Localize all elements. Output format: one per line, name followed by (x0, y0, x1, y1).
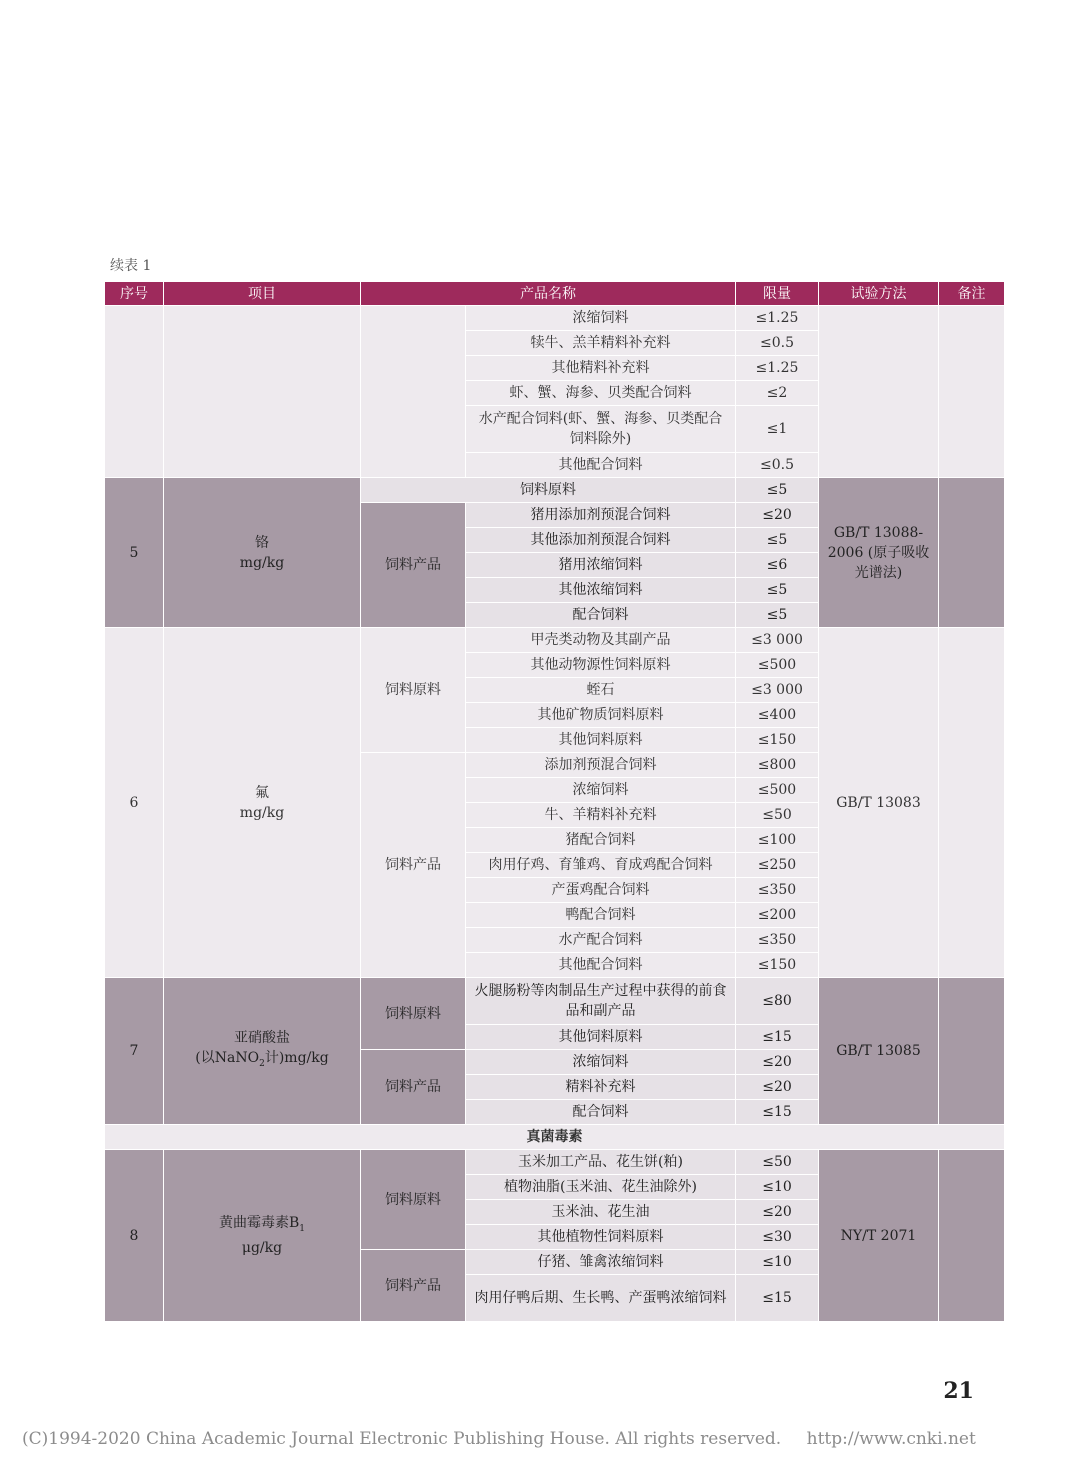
header-product: 产品名称 (361, 282, 736, 306)
limit-cell: ≤500 (736, 653, 819, 678)
category-cell: 饲料产品 (361, 1050, 466, 1125)
limit-cell: ≤5 (736, 578, 819, 603)
limit-cell: ≤15 (736, 1100, 819, 1125)
group7-item (164, 978, 361, 1125)
copyright-text: (C)1994-2020 China Academic Journal Electronic Publishing House. All rights reserved. (22, 1429, 782, 1449)
limit-cell: ≤5 (736, 603, 819, 628)
limit-cell: ≤800 (736, 753, 819, 778)
product-cell: 浓缩饲料 (466, 306, 736, 331)
limit-cell: ≤100 (736, 828, 819, 853)
product-cell: 猪用添加剂预混合饲料 (466, 503, 736, 528)
limit-cell: ≤80 (736, 978, 819, 1025)
footer-url: http://www.cnki.net (806, 1429, 976, 1449)
section-row (105, 1125, 1005, 1150)
group4-remark (939, 306, 1005, 478)
product-cell: 甲壳类动物及其副产品 (466, 628, 736, 653)
product-cell: 猪用浓缩饲料 (466, 553, 736, 578)
table-row (105, 478, 1005, 503)
product-cell: 浓缩饲料 (466, 1050, 736, 1075)
product-cell: 其他饲料原料 (466, 728, 736, 753)
page-number: 21 (943, 1378, 974, 1404)
group7-no: 7 (105, 978, 164, 1125)
group6-remark (939, 628, 1005, 978)
limit-cell: ≤20 (736, 1050, 819, 1075)
item-name: 亚硝酸盐 (234, 1030, 290, 1047)
group4-no (105, 306, 164, 478)
product-cell: 猪配合饲料 (466, 828, 736, 853)
product-cell: 肉用仔鸡、育雏鸡、育成鸡配合饲料 (466, 853, 736, 878)
group5-no: 5 (105, 478, 164, 628)
limit-cell: ≤0.5 (736, 453, 819, 478)
product-cell: 其他精料补充料 (466, 356, 736, 381)
product-cell: 玉米加工产品、花生饼(粕) (466, 1150, 736, 1175)
footer (22, 1429, 976, 1449)
product-cell: 饲料原料 (361, 478, 736, 503)
limit-cell: ≤5 (736, 528, 819, 553)
limit-cell: ≤2 (736, 381, 819, 406)
group5-item (164, 478, 361, 628)
product-cell: 其他植物性饲料原料 (466, 1225, 736, 1250)
product-cell: 水产配合饲料(虾、蟹、海参、贝类配合饲料除外) (466, 406, 736, 453)
group6-item (164, 628, 361, 978)
item-unit: mg/kg (239, 554, 285, 571)
limit-cell: ≤3 000 (736, 628, 819, 653)
item-name: 铬 (255, 534, 269, 551)
product-cell: 其他配合饲料 (466, 953, 736, 978)
product-cell: 肉用仔鸭后期、生长鸭、产蛋鸭浓缩饲料 (466, 1275, 736, 1322)
limit-cell: ≤50 (736, 803, 819, 828)
product-cell: 配合饲料 (466, 1100, 736, 1125)
product-cell: 植物油脂(玉米油、花生油除外) (466, 1175, 736, 1200)
limit-cell: ≤20 (736, 1200, 819, 1225)
category-cell: 饲料原料 (361, 1150, 466, 1250)
group5-remark (939, 478, 1005, 628)
product-cell: 其他配合饲料 (466, 453, 736, 478)
item-unit: mg/kg (239, 804, 285, 821)
limit-cell: ≤20 (736, 503, 819, 528)
limit-cell: ≤150 (736, 953, 819, 978)
limit-cell: ≤30 (736, 1225, 819, 1250)
limit-cell: ≤50 (736, 1150, 819, 1175)
group8-remark (939, 1150, 1005, 1322)
limit-cell: ≤400 (736, 703, 819, 728)
product-cell: 产蛋鸡配合饲料 (466, 878, 736, 903)
product-cell: 添加剂预混合饲料 (466, 753, 736, 778)
table-caption: 续表 1 (110, 258, 152, 274)
limit-cell: ≤250 (736, 853, 819, 878)
limit-cell: ≤1.25 (736, 356, 819, 381)
product-cell: 浓缩饲料 (466, 778, 736, 803)
limit-cell: ≤20 (736, 1075, 819, 1100)
category-cell: 饲料产品 (361, 1250, 466, 1322)
item-name: 黄曲霉毒素$B_1$ (218, 1214, 306, 1234)
product-cell: 玉米油、花生油 (466, 1200, 736, 1225)
header-limit: 限量 (736, 282, 819, 306)
table-row (105, 628, 1005, 653)
header-item: 项目 (164, 282, 361, 306)
limit-cell: ≤5 (736, 478, 819, 503)
product-cell: 虾、蟹、海参、贝类配合饲料 (466, 381, 736, 406)
category-cell: 饲料原料 (361, 978, 466, 1050)
product-cell: 仔猪、雏禽浓缩饲料 (466, 1250, 736, 1275)
product-cell: 牛、羊精料补充料 (466, 803, 736, 828)
product-cell: 蛭石 (466, 678, 736, 703)
product-cell: 其他添加剂预混合饲料 (466, 528, 736, 553)
limit-cell: ≤1 (736, 406, 819, 453)
group8-method: NY/T 2071 (819, 1150, 939, 1322)
limit-cell: ≤15 (736, 1275, 819, 1322)
product-cell: 其他饲料原料 (466, 1025, 736, 1050)
table-row (105, 1150, 1005, 1175)
item-unit: (以NaNO$_2$计)mg/kg (195, 1050, 329, 1069)
group6-no: 6 (105, 628, 164, 978)
product-cell: 其他动物源性饲料原料 (466, 653, 736, 678)
group7-method: GB/T 13085 (819, 978, 939, 1125)
group4-method (819, 306, 939, 478)
category-cell: 饲料产品 (361, 503, 466, 628)
limit-cell: ≤350 (736, 928, 819, 953)
product-cell: 其他矿物质饲料原料 (466, 703, 736, 728)
group7-remark (939, 978, 1005, 1125)
limit-cell: ≤3 000 (736, 678, 819, 703)
header-method: 试验方法 (819, 282, 939, 306)
group4-item (164, 306, 361, 478)
product-cell: 其他浓缩饲料 (466, 578, 736, 603)
header-no: 序号 (105, 282, 164, 306)
limit-cell: ≤10 (736, 1250, 819, 1275)
group8-no: 8 (105, 1150, 164, 1322)
table-header-row (105, 282, 1005, 306)
limit-cell: ≤1.25 (736, 306, 819, 331)
group4-category (361, 306, 466, 478)
product-cell: 犊牛、羔羊精料补充料 (466, 331, 736, 356)
limit-cell: ≤6 (736, 553, 819, 578)
category-cell: 饲料产品 (361, 753, 466, 978)
product-cell: 水产配合饲料 (466, 928, 736, 953)
section-title: 真菌毒素 (105, 1125, 1005, 1150)
group5-method: GB/T 13088-2006 (原子吸收光谱法) (819, 478, 939, 628)
category-cell: 饲料原料 (361, 628, 466, 753)
limit-cell: ≤15 (736, 1025, 819, 1050)
product-cell: 配合饲料 (466, 603, 736, 628)
limit-cell: ≤350 (736, 878, 819, 903)
product-cell: 鸭配合饲料 (466, 903, 736, 928)
group6-method: GB/T 13083 (819, 628, 939, 978)
limit-cell: ≤150 (736, 728, 819, 753)
product-cell: 精料补充料 (466, 1075, 736, 1100)
item-unit: μg/kg (241, 1240, 283, 1257)
product-cell: 火腿肠粉等肉制品生产过程中获得的前食品和副产品 (466, 978, 736, 1025)
item-name: 氟 (255, 784, 269, 801)
table-row (105, 978, 1005, 1025)
limit-cell: ≤10 (736, 1175, 819, 1200)
header-remark: 备注 (939, 282, 1005, 306)
limit-cell: ≤0.5 (736, 331, 819, 356)
limits-table (104, 281, 1005, 1322)
table-row (105, 306, 1005, 331)
limit-cell: ≤200 (736, 903, 819, 928)
group8-item (164, 1150, 361, 1322)
limit-cell: ≤500 (736, 778, 819, 803)
